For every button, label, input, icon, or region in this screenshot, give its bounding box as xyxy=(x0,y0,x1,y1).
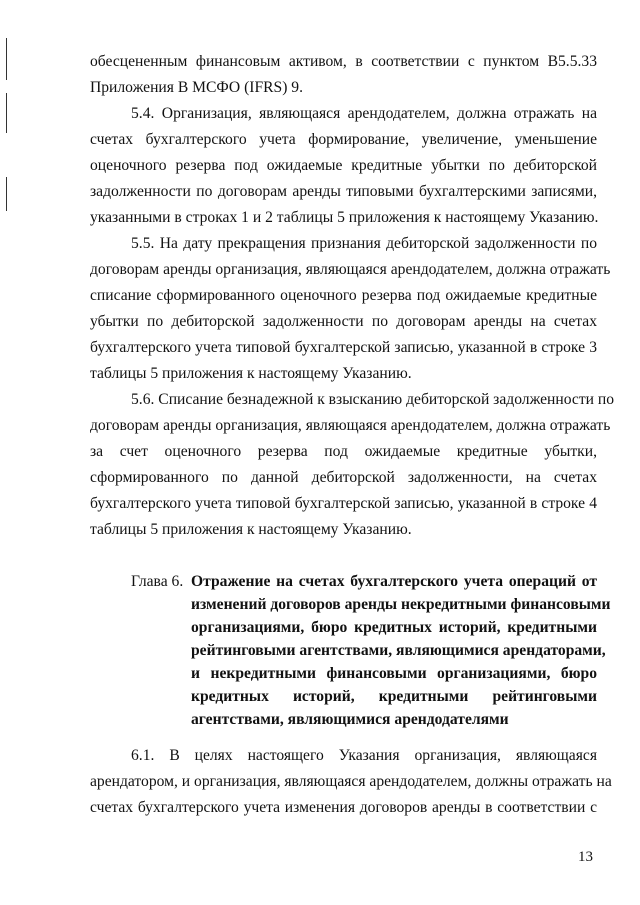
paragraph-5-6-line: таблицы 5 приложения к настоящему Указанию. xyxy=(90,521,412,538)
paragraph-5-5-line: списание сформированного оценочного резерва под ожидаемые кредитные xyxy=(90,287,597,304)
chapter-title-line: и некредитными финансовыми организациями, бюро xyxy=(191,665,597,682)
paragraph-5-5-line: убытки по дебиторской задолженности по договорам аренды на счетах xyxy=(90,313,597,330)
margin-mark xyxy=(6,38,7,80)
paragraph-5-4-line: указанными в строках 1 и 2 таблицы 5 приложения к настоящему Указанию. xyxy=(90,209,599,226)
paragraph-5-5-line: таблицы 5 приложения к настоящему Указанию. xyxy=(90,365,412,382)
chapter-title-line: изменений договоров аренды некредитными финансовыми xyxy=(191,596,611,613)
chapter-label: Глава 6. xyxy=(131,573,184,590)
chapter-title-line: Отражение на счетах бухгалтерского учета операций от xyxy=(191,573,597,590)
paragraph-6-1-line: 6.1. В целях настоящего Указания организация, являющаяся xyxy=(131,747,597,764)
paragraph-6-1-line: арендатором, и организация, являющаяся арендодателем, должны отражать на xyxy=(90,773,612,790)
chapter-title-line: кредитных историй, кредитными рейтинговыми xyxy=(191,688,597,705)
paragraph-5-4-line: задолженности по договорам аренды типовыми бухгалтерскими записями, xyxy=(90,183,597,200)
chapter-title-line: организациями, бюро кредитных историй, кредитными xyxy=(191,619,597,636)
paragraph-5-6-line: бухгалтерского учета типовой бухгалтерской записью, указанной в строке 4 xyxy=(90,495,597,512)
page-number: 13 xyxy=(578,849,593,865)
paragraph-5-4-line: оценочного резерва под ожидаемые кредитные убытки по дебиторской xyxy=(90,157,597,174)
paragraph-5-5-line: бухгалтерского учета типовой бухгалтерской записью, указанной в строке 3 xyxy=(90,339,597,356)
margin-mark xyxy=(6,93,7,133)
paragraph-5-6-line: сформированного по данной дебиторской задолженности, на счетах xyxy=(90,469,597,486)
paragraph-5-6-line: договорам аренды организация, являющаяся арендодателем, должна отражать xyxy=(90,417,611,434)
margin-mark xyxy=(6,177,7,211)
paragraph-5-4-line: 5.4. Организация, являющаяся арендодателем, должна отражать на xyxy=(131,105,597,122)
paragraph-6-1-line: счетах бухгалтерского учета изменения договоров аренды в соответствии с xyxy=(90,799,597,816)
paragraph-5-5-line: 5.5. На дату прекращения признания дебиторской задолженности по xyxy=(131,235,597,252)
paragraph-5-6-line: за счет оценочного резерва под ожидаемые кредитные убытки, xyxy=(90,443,597,460)
paragraph-5-6-line: 5.6. Списание безнадежной к взысканию дебиторской задолженности по xyxy=(131,391,615,408)
chapter-title-line: агентствами, являющимися арендодателями xyxy=(191,711,509,728)
paragraph-5-4-line: счетах бухгалтерского учета формирование, увеличение, уменьшение xyxy=(90,131,597,148)
chapter-title-line: рейтинговыми агентствами, являющимися арендаторами, xyxy=(191,642,606,659)
text-line: Приложения В МСФО (IFRS) 9. xyxy=(90,79,303,96)
paragraph-5-5-line: договорам аренды организация, являющаяся арендодателем, должна отражать xyxy=(90,261,611,278)
text-line: обесцененным финансовым активом, в соответствии с пунктом В5.5.33 xyxy=(90,53,597,70)
